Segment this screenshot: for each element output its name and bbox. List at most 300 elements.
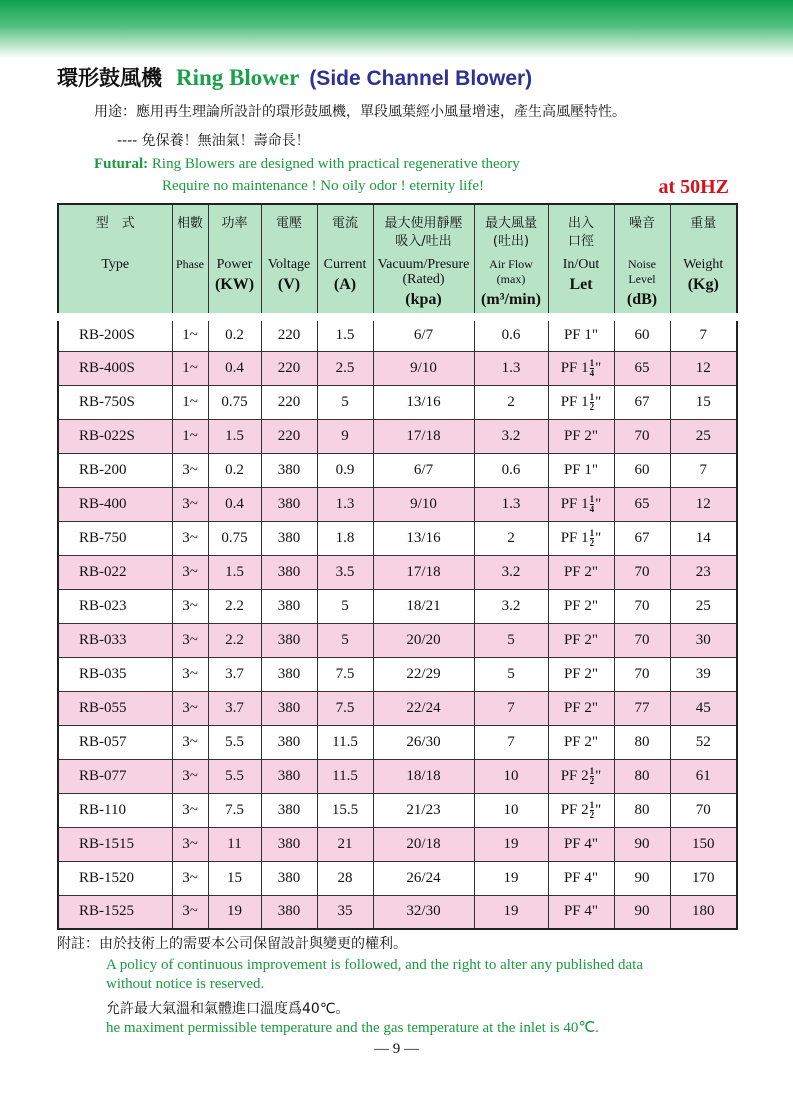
cell-text: 9/10 [410,359,437,376]
cell-text: PF 2 [560,801,589,818]
cell-current [317,555,373,589]
cell-power [208,793,261,827]
cell-port: PF 1 $\frac{1}{4}$ " [548,487,614,521]
cell-text: PF 2" [563,699,599,716]
cell-pressure [373,861,474,895]
cell-current [317,385,373,419]
cell-text: 3~ [182,597,198,614]
cell-voltage [261,793,317,827]
cell-text: 3.5 [335,563,355,580]
cell-type [58,895,172,929]
cell-text: 70 [634,563,650,580]
cell-flow [474,521,548,555]
cell-text: 0.4 [225,495,244,512]
cell-voltage [261,453,317,487]
title-subtitle: (Side Channel Blower) [309,67,533,90]
cell-type [58,419,172,453]
cell-flow [474,691,548,725]
cell-weight [670,725,737,759]
cell-text: RB-110 [79,801,126,818]
cell-text: RB-022S [79,427,135,444]
cell-voltage [261,759,317,793]
cell-flow [474,385,548,419]
cell-port [548,861,614,895]
cell-type [58,725,172,759]
cell-port [548,419,614,453]
cell-noise [614,827,670,861]
header-text: 噪音 [628,216,655,231]
cell-flow [474,759,548,793]
cell-port [548,317,614,351]
cell-noise [614,759,670,793]
cell-text: PF 1" [563,327,599,344]
cell-text: 150 [692,835,715,852]
cell-text: 0.6 [501,327,521,344]
cell-text: 1~ [182,359,198,376]
cell-weight [670,827,737,861]
cell-port [548,725,614,759]
header-text: Noise Level [628,257,656,286]
header-text: 型 式 [95,216,135,231]
header-text: 功率 [221,216,248,231]
header-cell [614,204,670,317]
cell-text: 2.2 [225,597,244,614]
table-row [58,623,737,657]
cell-type [58,521,172,555]
cell-text: PF 2" [563,665,599,682]
table-body [58,317,737,929]
port-fraction [590,767,595,786]
note-temperature-zh: 允許最大氣溫和氣體進口溫度爲40℃。 [106,1001,350,1017]
cell-flow [474,589,548,623]
cell-phase [172,555,208,589]
fraction-denominator: 4 [589,367,595,378]
cell-noise [614,385,670,419]
cell-text: 60 [634,461,650,478]
header-text: 重量 [690,216,717,231]
cell-current [317,691,373,725]
cell-text: 5 [507,665,515,682]
cell-text: 67 [634,393,650,410]
cell-port [548,895,614,929]
cell-text: PF 2" [563,733,599,750]
cell-type [58,827,172,861]
cell-text: 1~ [182,393,198,410]
header-text: Phase [176,257,204,271]
table-row [58,725,737,759]
cell-text: 26/24 [406,869,441,886]
cell-text: 21 [337,835,353,852]
header-text: (dB) [626,291,658,308]
header-text: Air Flow (max) [489,257,533,286]
cell-power [208,691,261,725]
cell-power [208,623,261,657]
fraction-numerator: 1 [589,765,595,776]
cell-text: RB-200 [79,461,127,478]
cell-text: 380 [277,835,301,852]
cell-text: 60 [634,327,650,344]
cell-weight [670,657,737,691]
table-row [58,691,737,725]
cell-phase [172,351,208,385]
cell-power [208,759,261,793]
slogan-zh: ---- 免保養！無油氣！壽命長！ [117,133,310,149]
cell-phase [172,759,208,793]
cell-text: 220 [277,359,301,376]
cell-text: PF 4" [563,835,599,852]
cell-phase [172,691,208,725]
header-text: 電流 [331,216,358,231]
cell-text: 80 [634,767,650,784]
header-text: Current [323,257,367,272]
cell-text: 90 [634,835,650,852]
cell-text: RB-200S [79,327,135,344]
cell-port: PF 2 $\frac{1}{2}$ " [548,793,614,827]
cell-pressure [373,589,474,623]
cell-text: 30 [695,631,711,648]
cell-pressure [373,487,474,521]
header-text: 電壓 [275,216,302,231]
cell-flow [474,793,548,827]
cell-text: 9 [341,427,349,444]
cell-current [317,419,373,453]
header-cell [208,204,261,317]
cell-phase [172,419,208,453]
cell-text: 380 [277,631,301,648]
cell-text: 3~ [182,461,198,478]
cell-text: 380 [277,733,301,750]
cell-text: 45 [695,699,711,716]
cell-text: 19 [503,869,519,886]
cell-text: 5 [341,597,349,614]
cell-phase [172,317,208,351]
cell-noise [614,691,670,725]
cell-voltage [261,385,317,419]
cell-power [208,725,261,759]
cell-power [208,351,261,385]
cell-text: 0.9 [335,461,355,478]
cell-flow [474,827,548,861]
cell-text: 6/7 [413,327,434,344]
cell-text: 5 [341,631,349,648]
header-text: Weight [683,257,724,272]
cell-pressure [373,759,474,793]
fraction-numerator: 1 [589,799,595,810]
header-cell [261,204,317,317]
cell-current [317,793,373,827]
futural-text-2: Require no maintenance ! No oily odor ! eternity life! [162,178,484,194]
header-cell [317,204,373,317]
port-fraction [590,495,595,514]
cell-text: 10 [503,801,519,818]
cell-phase [172,827,208,861]
cell-text: 3.2 [501,563,521,580]
table-row [58,555,737,589]
cell-text: PF 4" [563,869,599,886]
cell-text: 380 [277,903,301,920]
cell-text: RB-035 [79,665,127,682]
table-row [58,895,737,929]
header-text: (吐出) [492,234,530,249]
cell-text: 2.5 [335,359,355,376]
cell-text: 26/30 [406,733,441,750]
usage-zh: 用途：應用再生理論所設計的環形鼓風機，單段風葉經小風量增速，產生高風壓特性。 [94,104,626,120]
cell-text: 12 [695,495,711,512]
table-row [58,487,737,521]
cell-noise [614,351,670,385]
cell-flow [474,623,548,657]
cell-text: RB-055 [79,699,127,716]
table-row [58,453,737,487]
port-fraction [590,359,595,378]
table-row [58,419,737,453]
cell-text: 52 [695,733,711,750]
cell-text: 3~ [182,733,198,750]
cell-text: 18/21 [406,597,441,614]
header-text: 相數 [176,216,203,231]
cell-pressure [373,453,474,487]
cell-text: 3.2 [501,427,521,444]
cell-weight [670,487,737,521]
frequency-label: at 50HZ [658,176,729,198]
cell-weight [670,759,737,793]
page-title [57,62,532,92]
cell-text: 61 [695,767,711,784]
cell-pressure [373,351,474,385]
note-policy-en-2: without notice is reserved. [106,976,265,992]
header-text: Vacuum/Presure [377,257,470,272]
table-row [58,827,737,861]
top-green-band [0,0,793,58]
note-temperature-en: he maximent permissible temperature and the gas temperature at the inlet is 40℃. [106,1020,599,1036]
cell-phase [172,623,208,657]
cell-text: 15.5 [331,801,359,818]
cell-text: PF 1 [560,359,589,376]
cell-voltage [261,861,317,895]
cell-text: 25 [695,427,711,444]
cell-text: 65 [634,495,650,512]
cell-type [58,351,172,385]
cell-text: 3~ [182,631,198,648]
cell-pressure [373,385,474,419]
header-cell [172,204,208,317]
cell-text: 3~ [182,665,198,682]
cell-text: 3~ [182,801,198,818]
cell-phase [172,521,208,555]
cell-weight [670,861,737,895]
cell-text: 1~ [182,427,198,444]
cell-port [548,589,614,623]
cell-text: 1.5 [225,563,244,580]
cell-weight [670,555,737,589]
cell-current [317,317,373,351]
table-row [58,589,737,623]
header-cell [548,204,614,317]
cell-current [317,725,373,759]
cell-power [208,419,261,453]
cell-current [317,453,373,487]
header-text: (KW) [214,276,255,293]
cell-text: 170 [692,869,715,886]
cell-text: RB-1515 [79,835,135,852]
cell-text: 3~ [182,869,198,886]
header-text: (Kg) [687,276,719,293]
cell-pressure [373,827,474,861]
cell-text: 0.6 [501,461,521,478]
header-text: Voltage [267,257,311,272]
cell-phase [172,385,208,419]
cell-pressure [373,623,474,657]
cell-pressure [373,793,474,827]
cell-text: 28 [337,869,353,886]
note-policy-zh: 附註：由於技術上的需要本公司保留設計與變更的權利。 [57,936,407,952]
cell-pressure [373,725,474,759]
header-text: (Rated) [402,272,445,287]
cell-text: 0.75 [221,393,248,410]
cell-current [317,895,373,929]
cell-text: 3~ [182,563,198,580]
cell-text: 380 [277,461,301,478]
cell-text: 7 [507,699,515,716]
futural-text: Ring Blowers are designed with practical regenerative theory [151,156,520,172]
cell-text: RB-400S [79,359,135,376]
cell-text: 32/30 [406,903,441,920]
cell-text: 220 [277,427,301,444]
cell-port [548,691,614,725]
cell-text: 6/7 [413,461,434,478]
cell-power [208,657,261,691]
cell-text: 380 [277,597,301,614]
cell-current [317,827,373,861]
cell-text: 17/18 [406,563,441,580]
cell-type [58,317,172,351]
cell-type [58,861,172,895]
cell-noise [614,589,670,623]
cell-noise [614,895,670,929]
cell-text: RB-750S [79,393,135,410]
cell-power [208,487,261,521]
cell-text: 3.2 [501,597,521,614]
cell-flow [474,351,548,385]
header-text: Power [216,257,253,272]
cell-type [58,453,172,487]
cell-text: 90 [634,903,650,920]
cell-current [317,623,373,657]
fraction-numerator: 1 [589,493,595,504]
cell-voltage [261,691,317,725]
cell-weight [670,793,737,827]
cell-text: 14 [695,529,711,546]
cell-current [317,589,373,623]
cell-power [208,385,261,419]
cell-port: PF 1 $\frac{1}{4}$ " [548,351,614,385]
cell-text: 2.2 [225,631,244,648]
cell-text: 70 [634,427,650,444]
title-zh: 環形鼓風機 [57,66,162,90]
cell-noise [614,555,670,589]
cell-type [58,589,172,623]
cell-text: 9/10 [410,495,437,512]
cell-voltage [261,419,317,453]
cell-type [58,623,172,657]
port-fraction [590,801,595,820]
cell-current [317,487,373,521]
cell-text: RB-022 [79,563,127,580]
cell-text: 7.5 [225,801,244,818]
fraction-numerator: 1 [589,527,595,538]
cell-text: PF 1" [563,461,599,478]
cell-noise [614,657,670,691]
cell-weight [670,589,737,623]
cell-text: 1.8 [335,529,355,546]
cell-pressure [373,555,474,589]
cell-text: RB-023 [79,597,127,614]
cell-flow [474,895,548,929]
cell-text: 39 [695,665,711,682]
cell-text: 380 [277,563,301,580]
cell-power [208,555,261,589]
port-fraction [590,393,595,412]
header-cell [58,204,172,317]
cell-text: 15 [695,393,711,410]
futural-line [94,156,520,173]
cell-type [58,759,172,793]
cell-text: PF 1 [560,495,589,512]
header-cell [670,204,737,317]
cell-text: 5.5 [225,733,244,750]
cell-pressure [373,895,474,929]
cell-pressure [373,419,474,453]
cell-text: 3~ [182,495,198,512]
cell-text: 19 [227,903,242,920]
cell-voltage [261,555,317,589]
cell-noise [614,419,670,453]
cell-text: 220 [277,327,301,344]
cell-phase [172,725,208,759]
cell-text: 80 [634,801,650,818]
cell-text: PF 2 [560,767,589,784]
cell-text: 0.2 [225,461,244,478]
cell-phase [172,895,208,929]
page-number: — 9 — [374,1041,419,1057]
cell-text: 0.75 [221,529,248,546]
fraction-denominator: 2 [589,809,595,820]
cell-text: 5 [341,393,349,410]
cell-weight [670,453,737,487]
header-cell [474,204,548,317]
cell-text: 35 [337,903,353,920]
header-text: Type [101,257,130,272]
cell-text: 220 [277,393,301,410]
cell-text: 7 [699,327,707,344]
cell-text: 1~ [182,327,198,344]
cell-text: 11 [227,835,242,852]
cell-text: 13/16 [406,393,441,410]
cell-text: 70 [634,665,650,682]
cell-text: 380 [277,801,301,818]
cell-weight [670,895,737,929]
cell-text: PF 2" [563,563,599,580]
cell-port: PF 1 $\frac{1}{2}$ " [548,521,614,555]
cell-text: RB-1525 [79,903,135,920]
cell-current [317,521,373,555]
header-text: (A) [333,276,357,293]
cell-type [58,385,172,419]
header-cell [373,204,474,317]
cell-noise [614,861,670,895]
cell-pressure [373,521,474,555]
cell-flow [474,725,548,759]
